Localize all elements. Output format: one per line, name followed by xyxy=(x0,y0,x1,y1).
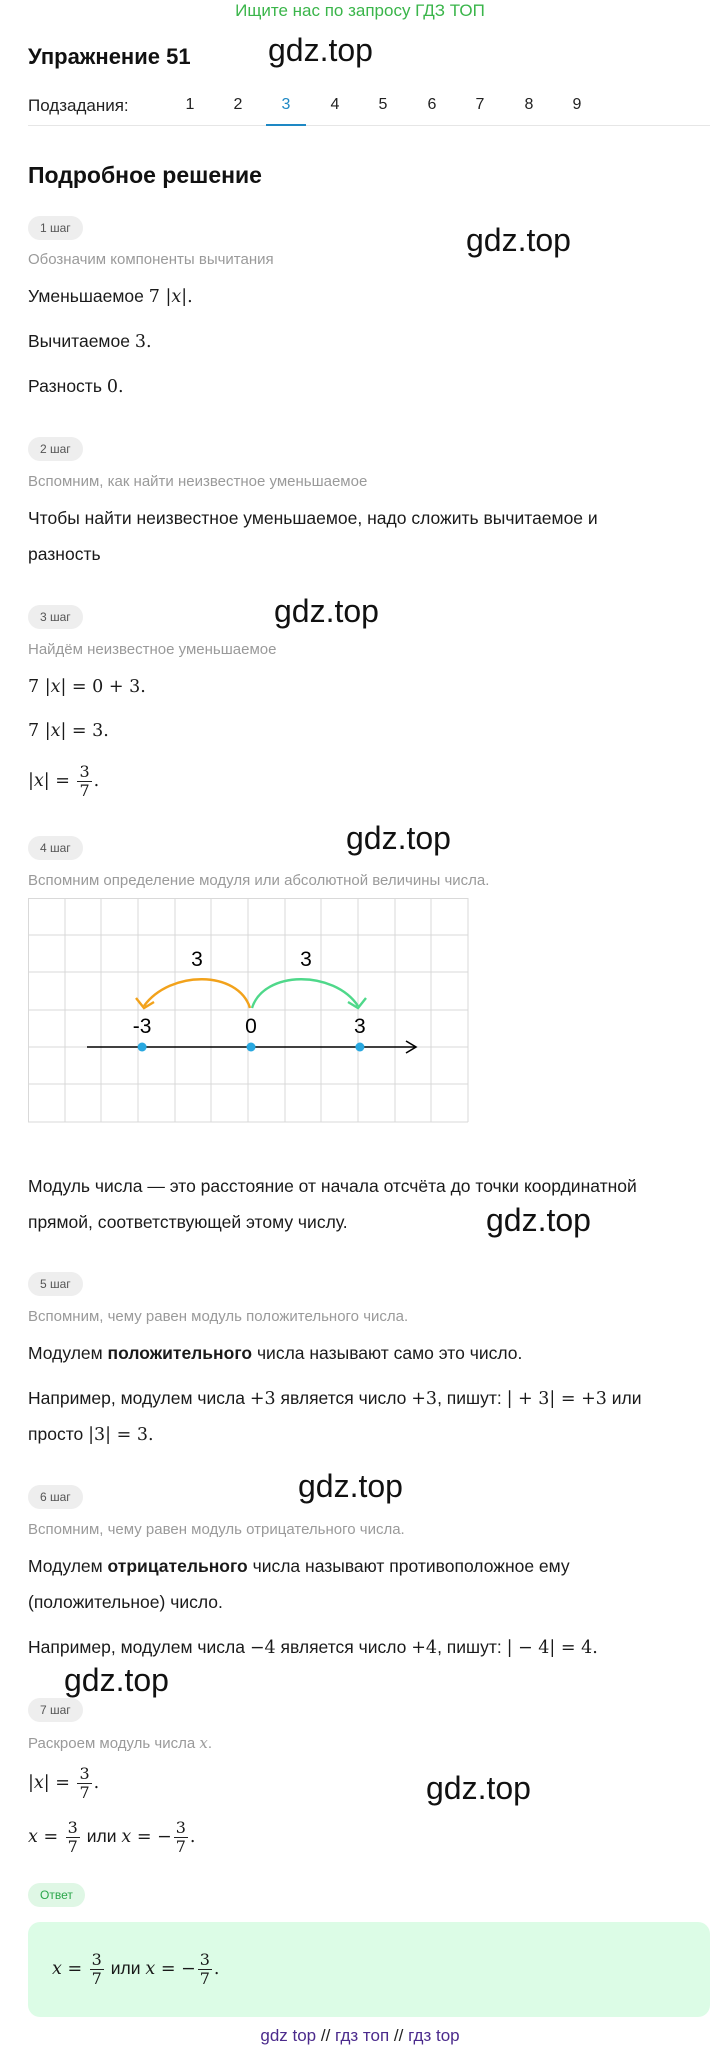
step-6-desc: Вспомним, чему равен модуль отрицательного числа. xyxy=(28,1521,405,1538)
step-6-line-1: Модулем отрицательного числа называют противоположное ему xyxy=(28,1556,570,1576)
point-3 xyxy=(355,1043,364,1052)
step-3-eq-2: 7 |x| = 3. xyxy=(28,721,109,741)
watermark: gdz.top xyxy=(346,820,451,856)
step-6-line-2: (положительное) число. xyxy=(28,1592,223,1612)
step-2-pill: 2 шаг xyxy=(28,437,83,461)
grid xyxy=(28,898,468,1122)
subtask-6[interactable]: 6 xyxy=(427,96,437,113)
answer-pill: Ответ xyxy=(28,1883,85,1907)
arc-right xyxy=(252,979,358,1008)
step-5-pill: 5 шаг xyxy=(28,1272,83,1296)
footer-sep: // xyxy=(320,2026,331,2045)
watermark: gdz.top xyxy=(466,222,571,258)
footer-sep: // xyxy=(393,2026,404,2045)
step-3-eq-1: 7 |x| = 0 + 3. xyxy=(28,677,146,697)
footer-links xyxy=(0,2026,720,2046)
watermark: gdz.top xyxy=(64,1662,169,1698)
step-4-pill: 4 шаг xyxy=(28,836,83,860)
step-7-eq-1: |x| = $\frac{3}{7}$ . xyxy=(28,1763,100,1802)
arc-left xyxy=(144,979,250,1008)
step-7-desc: Раскроем модуль числа x. xyxy=(28,1734,213,1752)
step-2-line-1: Чтобы найти неизвестное уменьшаемое, надо сложить вычитаемое и xyxy=(28,508,598,528)
step-4-line-1: Модуль числа — это расстояние от начала отсчёта до точки координатной xyxy=(28,1176,637,1196)
step-1-pill: 1 шаг xyxy=(28,216,83,240)
step-4-line-2: прямой, соответствующей этому числу. xyxy=(28,1212,348,1232)
subtask-2[interactable]: 2 xyxy=(233,96,243,113)
step-2-line-2: разность xyxy=(28,544,101,564)
section-title: Подробное решение xyxy=(28,162,262,188)
step-7-eq-2: x = $\frac{3}{7}$ или x = − $\frac{3}{7}$ . xyxy=(28,1817,196,1856)
watermark: gdz.top xyxy=(486,1202,591,1238)
subtask-3[interactable]: 3 xyxy=(266,96,306,126)
top-banner: Ищите нас по запросу ГДЗ ТОП xyxy=(235,1,485,20)
point--3 xyxy=(138,1043,147,1052)
subtask-9[interactable]: 9 xyxy=(572,96,582,113)
point-label-0: 0 xyxy=(245,1015,257,1038)
step-3-eq-3: |x| = $\frac{3}{7}$ . xyxy=(28,761,100,800)
arc-right-label: 3 xyxy=(300,948,312,971)
step-5-line-1: Модулем положительного числа называют само это число. xyxy=(28,1343,523,1363)
step-4-desc: Вспомним определение модуля или абсолютной величины числа. xyxy=(28,872,490,889)
step-3-desc: Найдём неизвестное уменьшаемое xyxy=(28,641,277,658)
subtask-1[interactable]: 1 xyxy=(185,96,195,113)
subtask-7[interactable]: 7 xyxy=(475,96,485,113)
step-6-pill: 6 шаг xyxy=(28,1485,83,1509)
step-2-desc: Вспомним, как найти неизвестное уменьшаемое xyxy=(28,473,368,490)
step-5-line-3: просто |3| = 3. xyxy=(28,1424,154,1445)
subtasks-nav xyxy=(28,92,710,126)
watermark: gdz.top xyxy=(298,1468,403,1504)
number-line-figure xyxy=(28,898,470,1124)
answer-box xyxy=(28,1922,710,2017)
subtask-8[interactable]: 8 xyxy=(524,96,534,113)
step-1-line-3: Разность 0. xyxy=(28,376,124,397)
step-3-pill: 3 шаг xyxy=(28,605,83,629)
subtask-4[interactable]: 4 xyxy=(330,96,340,113)
point-label--3: -3 xyxy=(132,1015,152,1038)
watermark: gdz.top xyxy=(268,32,373,68)
watermark: gdz.top xyxy=(426,1770,531,1806)
point-0 xyxy=(247,1043,256,1052)
step-5-desc: Вспомним, чему равен модуль положительного числа. xyxy=(28,1308,409,1325)
step-1-line-2: Вычитаемое 3. xyxy=(28,331,152,352)
exercise-title: Упражнение 51 xyxy=(28,44,191,69)
step-1-line-1: Уменьшаемое 7 |x|. xyxy=(28,286,193,307)
step-7-pill: 7 шаг xyxy=(28,1698,83,1722)
arc-left-label: 3 xyxy=(191,948,203,971)
footer-link-3[interactable]: гдз top xyxy=(408,2026,460,2045)
subtask-5[interactable]: 5 xyxy=(378,96,388,113)
step-6-line-3: Например, модулем числа −4 является число +4, пишут: | − 4| = 4. xyxy=(28,1637,598,1658)
step-5-line-2: Например, модулем числа +3 является число +3, пишут: | + 3| = +3 или xyxy=(28,1388,642,1409)
subtasks-label: Подзадания: xyxy=(28,96,129,115)
answer-eq: x = $\frac{3}{7}$ или x = − $\frac{3}{7}$ . xyxy=(52,1949,220,1988)
footer-link-1[interactable]: gdz top xyxy=(260,2026,317,2045)
point-label-3: 3 xyxy=(354,1015,366,1038)
step-1-desc: Обозначим компоненты вычитания xyxy=(28,251,274,268)
watermark: gdz.top xyxy=(274,593,379,629)
footer-link-2[interactable]: гдз топ xyxy=(335,2026,390,2045)
